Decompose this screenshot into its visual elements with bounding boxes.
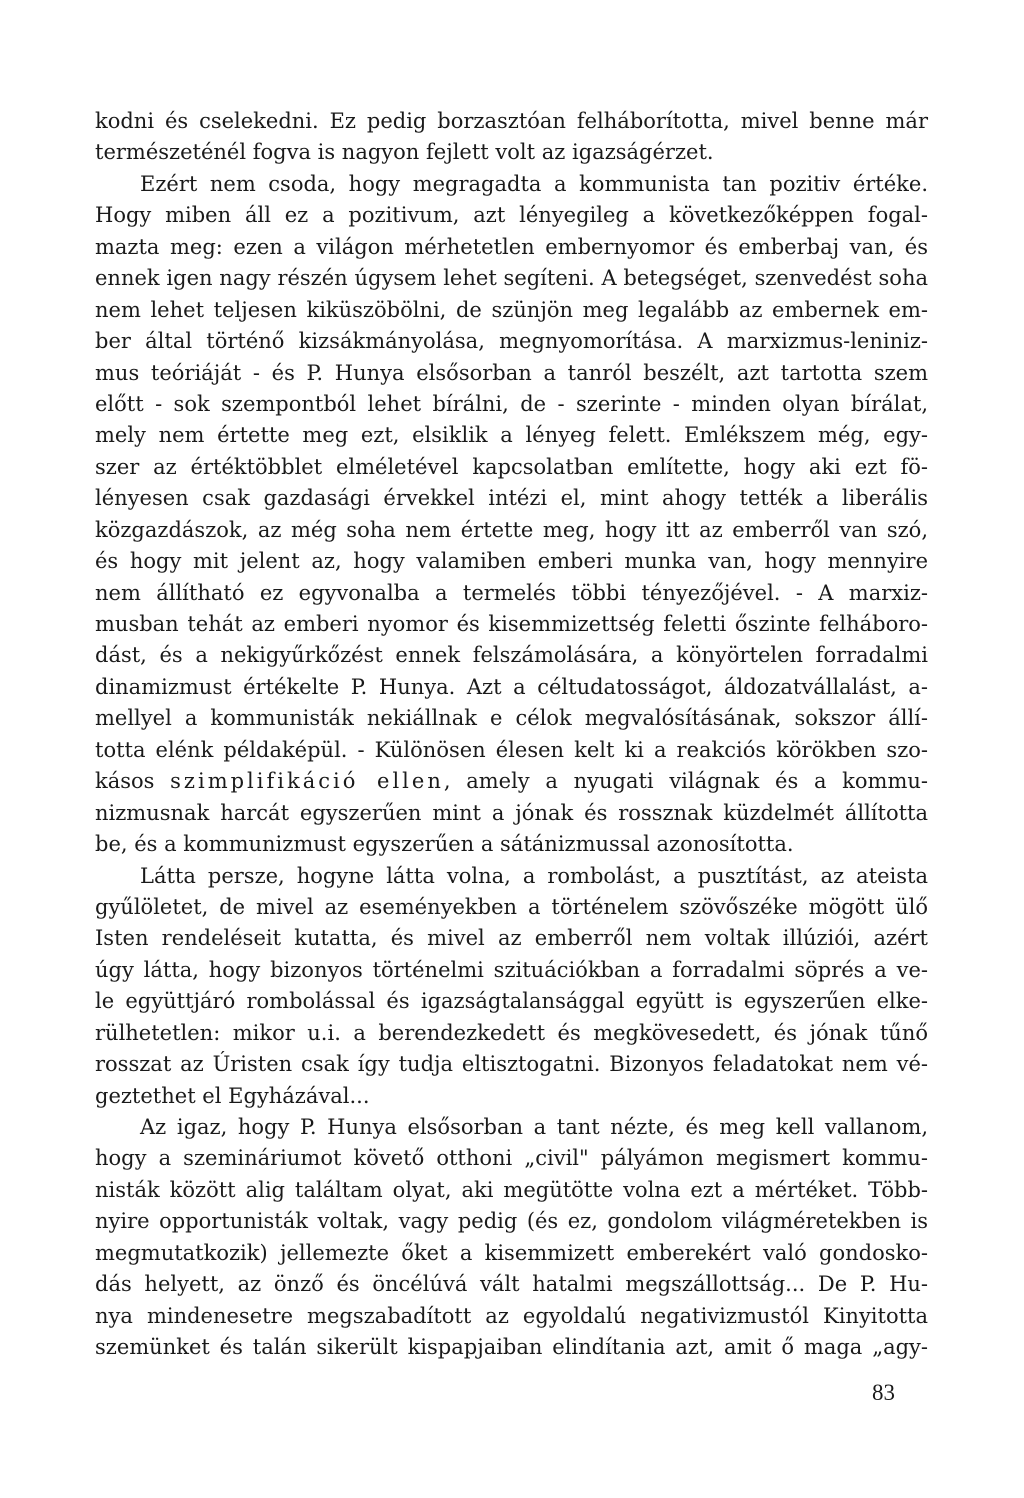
emphasized-text: szimplifikáció ellen xyxy=(170,769,444,794)
text-line xyxy=(95,766,928,797)
text-line: ber által történő kizsákmányolása, megnyomorítása. A marxizmus-leniniz- xyxy=(95,329,928,354)
text-line: Hogy miben áll ez a pozitivum, azt lényegileg a következőképpen fogal- xyxy=(95,203,928,228)
text-line: ennek igen nagy részén úgysem lehet segíteni. A betegséget, szenvedést soha xyxy=(95,266,928,291)
text-line: Az igaz, hogy P. Hunya elsősorban a tant nézte, és meg kell vallanom, xyxy=(140,1115,928,1139)
body-text xyxy=(95,106,928,1364)
text-line: mellyel a kommunisták nekiállnak e célok megvalósításának, sokszor állí- xyxy=(95,706,928,731)
text-line: rülhetetlen: mikor u.i. a berendezkedett és megkövesedett, és jónak tűnő xyxy=(95,1020,928,1045)
text-line: dinamizmust értékelte P. Hunya. Azt a céltudatosságot, áldozatvállalást, a- xyxy=(95,674,928,699)
text-line: közgazdászok, az még soha nem értette meg, hogy itt az emberről van szó, xyxy=(95,517,928,542)
text-line: dás helyett, az önző és öncélúvá vált hatalmi megszállottság... De P. Hu- xyxy=(95,1272,928,1297)
text-line: szer az értéktöbblet elméletével kapcsolatban említette, hogy aki ezt fö- xyxy=(95,454,928,479)
text-fragment: kásos xyxy=(95,769,171,794)
text-line: geztethet el Egyházával... xyxy=(95,1083,370,1108)
text-line: rosszat az Úristen csak így tudja eltisztogatni. Bizonyos feladatokat nem vé- xyxy=(95,1052,928,1077)
text-line: természeténél fogva is nagyon fejlett volt az igazságérzet. xyxy=(95,140,714,165)
text-line: előtt - sok szempontból lehet bírálni, de - szerinte - minden olyan bírálat, xyxy=(95,391,928,416)
text-line: Ezért nem csoda, hogy megragadta a kommunista tan pozitiv értéke. xyxy=(140,171,928,196)
text-line: hogy a szemináriumot követő otthoni „civil" pályámon megismert kommu- xyxy=(95,1146,928,1171)
text-line: nya mindenesetre megszabadított az egyoldalú negativizmustól Kinyitotta xyxy=(95,1303,928,1328)
text-line: be, és a kommunizmust egyszerűen a sátánizmussal azonosította. xyxy=(95,832,794,857)
text-fragment: , amely a nyugati világnak és a kommu- xyxy=(443,769,928,794)
text-line: kodni és cselekedni. Ez pedig borzasztóan felháborította, mivel benne már xyxy=(95,109,928,133)
text-line: gyűlöletet, de mivel az eseményekben a történelem szövőszéke mögött ülő xyxy=(95,894,928,919)
text-line: nem állítható ez egyvonalba a termelés többi tényezőjével. - A marxiz- xyxy=(95,580,928,605)
text-line: le együttjáró rombolással és igazságtalansággal együtt is egyszerűen elke- xyxy=(95,989,928,1014)
text-line: Isten rendeléseit kutatta, és mivel az emberről nem voltak illúziói, azért xyxy=(95,926,928,951)
text-line: mely nem értette meg ezt, elsiklik a lényeg felett. Emlékszem még, egy- xyxy=(95,423,928,448)
text-line: musban tehát az emberi nyomor és kisemmizettség feletti őszinte felháboro- xyxy=(95,612,928,636)
text-line: lényesen csak gazdasági érvekkel intézi el, mint ahogy tették a liberális xyxy=(95,486,928,511)
text-line: úgy látta, hogy bizonyos történelmi szituációkban a forradalmi söprés a ve- xyxy=(95,957,928,982)
text-line: megmutatkozik) jellemezte őket a kisemmizett emberekért való gondosko- xyxy=(95,1240,928,1265)
text-line: nisták között alig találtam olyat, aki megütötte volna ezt a mértéket. Több- xyxy=(95,1177,928,1202)
text-line: és hogy mit jelent az, hogy valamiben emberi munka van, hogy mennyire xyxy=(95,549,928,574)
text-line: mus teóriáját - és P. Hunya elsősorban a tanról beszélt, azt tartotta szem xyxy=(95,360,928,385)
text-line: nem lehet teljesen kiküszöbölni, de szünjön meg legalább az embernek em- xyxy=(95,297,928,322)
text-line: szemünket és talán sikerült kispapjaiban elindítania azt, amit ő maga „agy- xyxy=(95,1335,928,1360)
text-line: nyire opportunisták voltak, vagy pedig (és ez, gondolom világméretekben is xyxy=(95,1209,928,1234)
text-line: dást, és a nekigyűrkőzést ennek felszámolására, a könyörtelen forradalmi xyxy=(95,643,928,668)
text-line: mazta meg: ezen a világon mérhetetlen embernyomor és emberbaj van, és xyxy=(95,234,928,259)
text-line: totta elénk példaképül. - Különösen élesen kelt ki a reakciós körökben szo- xyxy=(95,737,928,762)
text-line: Látta persze, hogyne látta volna, a rombolást, a pusztítást, az ateista xyxy=(140,863,928,888)
page-number: 83 xyxy=(872,1380,895,1405)
text-line: nizmusnak harcát egyszerűen mint a jónak és rossznak küzdelmét állította xyxy=(95,800,928,825)
